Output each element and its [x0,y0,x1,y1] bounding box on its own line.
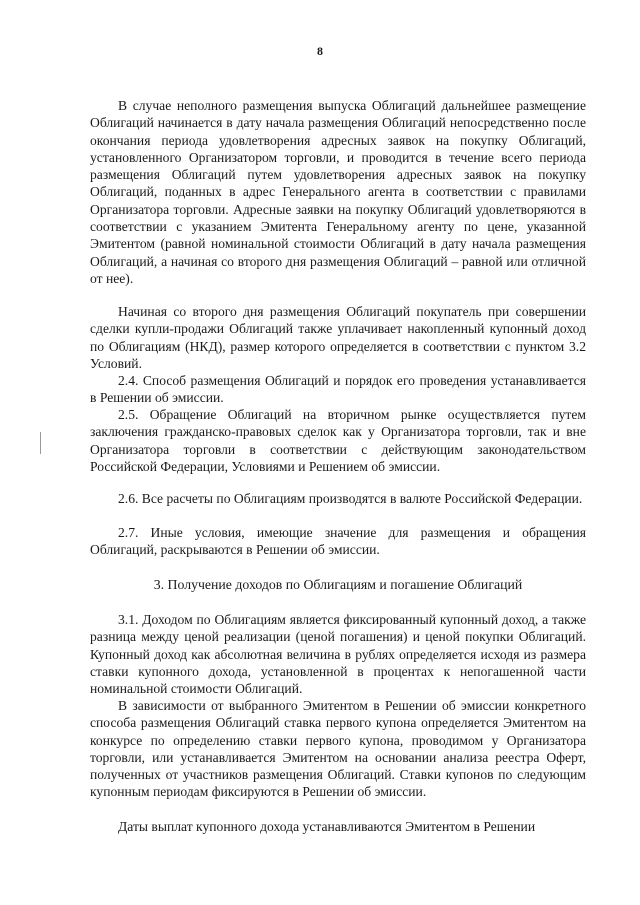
section-heading: 3. Получение доходов по Облигациям и погашение Облигаций [153,577,523,592]
paragraph-block-3 [90,372,586,407]
paragraph-block-7 [90,611,586,697]
paragraph-2-7: 2.7. Иные условия, имеющие значение для размещения и обращения Облигаций, раскрываются в Решении об эмиссии. [90,525,586,558]
paragraph-2-5: 2.5. Обращение Облигаций на вторичном рынке осуществляется путем заключения гражданско-правовых сделок как у Организатора торговли, так и вне Организатора торговли в соответствии с действующим законодательством Российской Федерации, Условиями и Решением об эмиссии. [90,407,586,474]
paragraph-accrued-coupon: Начиная со второго дня размещения Облигаций покупатель при совершении сделки купли-продажи Облигаций также уплачивает накопленный купонный доход по Облигациям (НКД), размер которого определяется в соответствии с пунктом 3.2 Условий. [90,304,586,371]
paragraph-first-coupon-rate: В зависимости от выбранного Эмитентом в Решении об эмиссии конкретного способа размещения Облигаций ставка первого купона определяется Эмитентом на конкурсе по определению ставки первого купона, проводимом у Организатора торговли, или устанавливается Эмитентом на основании анализа реестра Оферт, полученных от участников размещения Облигаций. Ставки купонов по следующим купонным периодам фиксируются в Решении об эмиссии. [90,698,586,800]
paragraph-2-4: 2.4. Способ размещения Облигаций и порядок его проведения устанавливается в Решении об эмиссии. [90,373,586,406]
paragraph-block-5 [90,490,586,507]
paragraph-2-6: 2.6. Все расчеты по Облигациям производятся в валюте Российской Федерации. [118,491,583,506]
paragraph-3-1: 3.1. Доходом по Облигациям является фиксированный купонный доход, а также разница между ценой реализации (ценой погашения) и ценой покупки Облигаций. Купонный доход как абсолютная величина в рублях определяется исходя из размера ставки купонного дохода, установленной в процентах к непогашенной части номинальной стоимости Облигаций. [90,612,586,697]
page-number: 8 [317,44,323,58]
paragraph-block-9 [90,818,586,835]
paragraph-partial-placement: В случае неполного размещения выпуска Облигаций дальнейшее размещение Облигаций начинается в дату начала размещения Облигаций непосредственно после окончания периода удовлетворения адресных заявок на покупку Облигаций, установленного Организатором торговли, и проводится в течение всего периода размещения Облигаций путем удовлетворения адресных заявок на покупку Облигаций, поданных в адрес Генерального агента в соответствии с правилами Организатора торговли. Адресные заявки на покупку Облигаций удовлетворяются в соответствии с указанием Эмитента Генеральному агенту по цене, указанной Эмитентом (равной номинальной стоимости Облигаций в дату начала размещения Облигаций, а начиная со второго дня размещения Облигаций – равной или отличной от нее). [90,98,586,286]
paragraph-block-4 [90,406,586,475]
paragraph-block-8 [90,697,586,801]
paragraph-block-2 [90,303,586,372]
paragraph-block-6 [90,524,586,559]
margin-mark [40,432,41,454]
paragraph-block-1 [90,97,586,287]
paragraph-coupon-dates: Даты выплат купонного дохода устанавливаются Эмитентом в Решении [118,819,536,834]
section-heading-block [90,576,586,593]
